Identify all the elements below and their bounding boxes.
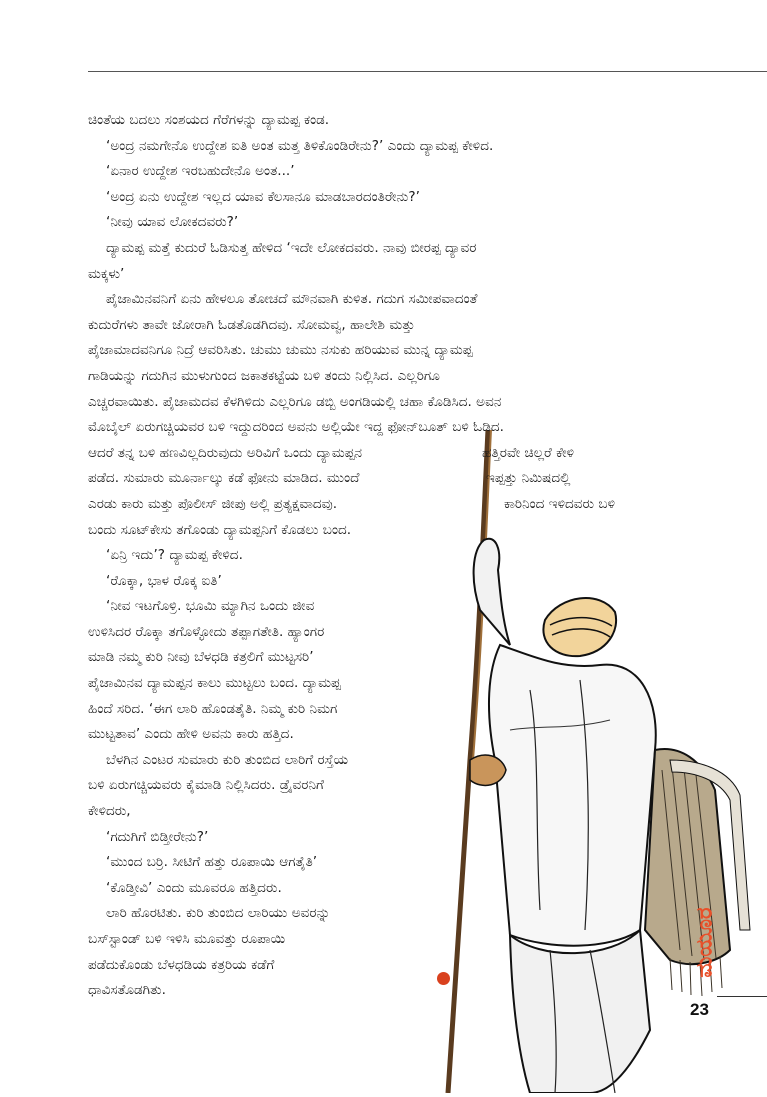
story-line-text: ‘ನೀವು ಯಾವ ಲೋಕದವರು?’ bbox=[106, 214, 239, 231]
page-number: 23 bbox=[690, 1000, 709, 1019]
story-line-text: ಗಾಡಿಯನ್ನು ಗದುಗಿನ ಮುಳುಗುಂದ ಜಕಾತಕಟ್ಟೆಯ ಬಳಿ ತಂದು ನಿಲ್ಲಿಸಿದ. ಎಲ್ಲರಿಗೂ bbox=[88, 367, 440, 384]
story-line bbox=[88, 978, 670, 1004]
story-line bbox=[88, 569, 670, 595]
story-line-text: ಉಳಿಸಿದರ ರೊಕ್ಕಾ ತಗೊಳ್ಳೋದು ತಪ್ಪಾಗತೇತಿ. ಹ್ಯಾಂಗರ bbox=[88, 623, 325, 640]
story-line bbox=[88, 313, 670, 339]
story-line-text: ‘ಅಂದ್ರ ಏನು ಉದ್ದೇಶ ಇಲ್ಲದ ಯಾವ ಕೆಲಸಾನೂ ಮಾಡಬಾರದಂತಿರೇನು?’ bbox=[106, 188, 420, 205]
story-line bbox=[88, 338, 670, 364]
story-line bbox=[88, 799, 670, 825]
story-line-text: ‘ಏನಾರ ಉದ್ದೇಶ ಇರಬಹುದೇನೊ ಅಂತ...’ bbox=[106, 163, 295, 180]
story-line-text: ಚಿಂತೆಯ ಬದಲು ಸಂಶಯದ ಗೆರೆಗಳನ್ನು ದ್ಯಾಮಪ್ಪ ಕಂಡ. bbox=[88, 112, 330, 128]
story-line-text: ಪಡೆದ. ಸುಮಾರು ಮೂರ್ನಾಲ್ಕು ಕಡೆ ಫೋನು ಮಾಡಿದ. ಮುಂದೆ bbox=[88, 470, 360, 487]
story-line bbox=[88, 620, 670, 646]
story-line bbox=[88, 134, 670, 160]
story-line-text: ‘ಕೊಡ್ತೀವಿ’ ಎಂದು ಮೂವರೂ ಹತ್ತಿದರು. bbox=[106, 879, 282, 896]
story-line bbox=[88, 415, 670, 441]
story-line-text: ಬಳಿ ಏರುಗಚ್ಚಿಯವರು ಕೈಮಾಡಿ ನಿಲ್ಲಿಸಿದರು. ಡ್ರೈವರನಿಗೆ bbox=[88, 777, 324, 794]
story-line bbox=[88, 543, 670, 569]
story-line-text: ‘ರೊಕ್ಕಾ, ಭಾಳ ರೊಕ್ಕ ಐತಿ’ bbox=[106, 572, 222, 589]
section-label-text: ಮಯೂರ bbox=[692, 906, 718, 978]
story-line-continuation: ಇಪ್ಪತ್ತು ನಿಮಿಷದಲ್ಲಿ bbox=[486, 470, 571, 487]
story-line bbox=[88, 927, 670, 953]
section-label bbox=[682, 902, 728, 982]
story-line-text: ‘ಗದುಗಿಗೆ ಬಿಡ್ತೀರೇನು?’ bbox=[106, 828, 209, 845]
story-line bbox=[88, 185, 670, 211]
story-line bbox=[88, 236, 670, 262]
story-line-text: ಆದರೆ ತನ್ನ ಬಳಿ ಹಣವಿಲ್ಲದಿರುವುದು ಅರಿವಿಗೆ ಒಂದು ದ್ಯಾಮಪ್ಪನ bbox=[88, 444, 363, 461]
story-line bbox=[88, 518, 670, 544]
story-lines bbox=[88, 108, 670, 1004]
story-line bbox=[88, 390, 670, 416]
story-line-text: ಬಂದು ಸೂಟ್‌ಕೇಸು ತಗೊಂಡು ದ್ಯಾಮಪ್ಪನಿಗೆ ಕೊಡಲು ಬಂದ. bbox=[88, 521, 352, 538]
story-line-text: ಕುದುರೆಗಳು ತಾವೇ ಜೋರಾಗಿ ಓಡತೊಡಗಿದವು. ಸೋಮವ್ವ, ಹಾಲೇಶಿ ಮತ್ತು bbox=[88, 316, 415, 333]
story-line-text: ‘ನೀವ ಇಟಗೊಳ್ರಿ. ಭೂಮಿ ಮ್ಯಾಗಿನ ಒಂದು ಜೀವ bbox=[106, 598, 315, 615]
story-line-text: ಲಾರಿ ಹೊರಟಿತು. ಕುರಿ ತುಂಬಿದ ಲಾರಿಯು ಅವರನ್ನು bbox=[106, 905, 331, 922]
story-line bbox=[88, 108, 670, 134]
story-line bbox=[88, 671, 670, 697]
story-line-text: ‘ಅಂದ್ರ ನಮಗೇನೊ ಉದ್ದೇಶ ಐತಿ ಅಂತ ಮತ್ತ ತಿಳಿಕೊಂಡಿರೇನು?’ ಎಂದು ದ್ಯಾಮಪ್ಪ ಕೇಳಿದ. bbox=[106, 137, 494, 154]
story-line-text: ಪೈಜಾಮಿನವ ದ್ಯಾಮಪ್ಪನ ಕಾಲು ಮುಟ್ಟಲು ಬಂದ. ದ್ಯಾಮಪ್ಪ bbox=[88, 675, 341, 692]
story-line-text: ಕೇಳಿದರು, bbox=[88, 803, 131, 820]
story-line bbox=[88, 287, 670, 313]
story-line-text: ‘ಮುಂದ ಬರ್ರಿ. ಸೀಟಿಗೆ ಹತ್ತು ರೂಪಾಯಿ ಆಗತೈತಿ’ bbox=[106, 854, 318, 871]
story-line bbox=[88, 159, 670, 185]
story-line bbox=[88, 953, 670, 979]
story-line-text: ಬಸ್‌ಸ್ಟಾಂಡ್ ಬಳಿ ಇಳಿಸಿ ಮೂವತ್ತು ರೂಪಾಯಿ bbox=[88, 931, 286, 947]
story-text bbox=[88, 108, 670, 1004]
story-line bbox=[88, 850, 670, 876]
story-line bbox=[88, 748, 670, 774]
story-line bbox=[88, 364, 670, 390]
story-line-text: ಬೆಳಗಿನ ಎಂಟರ ಸುಮಾರು ಕುರಿ ತುಂಬಿದ ಲಾರಿಗೆ ರಸ್ತೆಯ bbox=[106, 751, 349, 768]
story-line bbox=[88, 466, 670, 492]
story-line-text: ಧಾವಿಸತೊಡಗಿತು. bbox=[88, 982, 166, 999]
story-line bbox=[88, 825, 670, 851]
story-line-text: ‘ಏನ್ರಿ ಇದು’? ದ್ಯಾಮಪ್ಪ ಕೇಳಿದ. bbox=[106, 547, 243, 564]
story-line-text: ಪೈಜಾಮಾದವನಿಗೂ ನಿದ್ರೆ ಆವರಿಸಿತು. ಚುಮು ಚುಮು ನಸುಕು ಹರಿಯುವ ಮುನ್ನ ದ್ಯಾಮಪ್ಪ bbox=[88, 342, 473, 359]
story-line-text: ಪೈಜಾಮಿನವನಿಗೆ ಏನು ಹೇಳಲೂ ತೋಚದೆ ಮೌನವಾಗಿ ಕುಳಿತ. ಗದುಗ ಸಮೀಪವಾದಂತೆ bbox=[106, 291, 478, 308]
story-line-text: ಮುಟ್ಟತಾವ’ ಎಂದು ಹೇಳಿ ಅವನು ಕಾರು ಹತ್ತಿದ. bbox=[88, 726, 294, 743]
story-line bbox=[88, 722, 670, 748]
story-line-text: ಹಿಂದೆ ಸರಿದ. ‘ಈಗ ಲಾರಿ ಹೊಂಡತೈತಿ. ನಿಮ್ಮ ಕುರಿ ನಿಮಗ bbox=[88, 700, 338, 717]
story-line-continuation: ಕಾರಿನಿಂದ ಇಳಿದವರು ಬಳಿ bbox=[504, 495, 615, 512]
story-line-text: ಮಾಡಿ ನಮ್ಮ ಕುರಿ ನೀವು ಬೆಳಧಡಿ ಕತ್ರಲಿಗೆ ಮುಟ್ಟಸರಿ’ bbox=[88, 649, 314, 666]
decorative-dot bbox=[437, 972, 450, 985]
story-line-text: ಮೊಬೈಲ್ ಏರುಗಚ್ಚಿಯವರ ಬಳಿ ಇದ್ದುದರಿಂದ ಅವನು ಅಲ್ಲಿಯೇ ಇದ್ದ ಫೋನ್‌ಬೂತ್ ಬಳಿ ಓಡಿದ. bbox=[88, 419, 504, 436]
story-line bbox=[88, 441, 670, 467]
story-line-text: ದ್ಯಾಮಪ್ಪ ಮತ್ತೆ ಕುದುರೆ ಓಡಿಸುತ್ತ ಹೇಳಿದ ‘ಇದೇ ಲೋಕದವರು. ನಾವು ಬೀರಪ್ಪ ದ್ಯಾವರ bbox=[106, 239, 477, 256]
story-line bbox=[88, 645, 670, 671]
story-line bbox=[88, 492, 670, 518]
story-line bbox=[88, 262, 670, 288]
story-line bbox=[88, 697, 670, 723]
bottom-rule bbox=[717, 996, 767, 997]
story-line bbox=[88, 876, 670, 902]
story-line-text: ಎಚ್ಚರವಾಯಿತು. ಪೈಜಾಮದವ ಕೆಳಗಿಳಿದು ಎಲ್ಲರಿಗೂ ಡಬ್ಬಿ ಅಂಗಡಿಯಲ್ಲಿ ಚಹಾ ಕೊಡಿಸಿದ. ಅವನ bbox=[88, 393, 502, 410]
story-line bbox=[88, 210, 670, 236]
story-line-text: ಪಡೆದುಕೊಂಡು ಬೆಳಧಡಿಯ ಕತ್ರರಿಯ ಕಡೆಗೆ bbox=[88, 956, 275, 973]
story-line-continuation: ಹತ್ತಿರವೇ ಚಿಲ್ಲರೆ ಕೇಳಿ bbox=[482, 444, 575, 461]
story-line-text: ಮಕ್ಕಳು’ bbox=[88, 265, 125, 282]
story-line bbox=[88, 773, 670, 799]
story-line bbox=[88, 594, 670, 620]
story-line bbox=[88, 901, 670, 927]
top-rule bbox=[88, 71, 767, 72]
story-line-text: ಎರಡು ಕಾರು ಮತ್ತು ಪೊಲೀಸ್ ಜೀಪು ಅಲ್ಲಿ ಪ್ರತ್ಯಕ್ಷವಾದವು. bbox=[88, 495, 338, 512]
